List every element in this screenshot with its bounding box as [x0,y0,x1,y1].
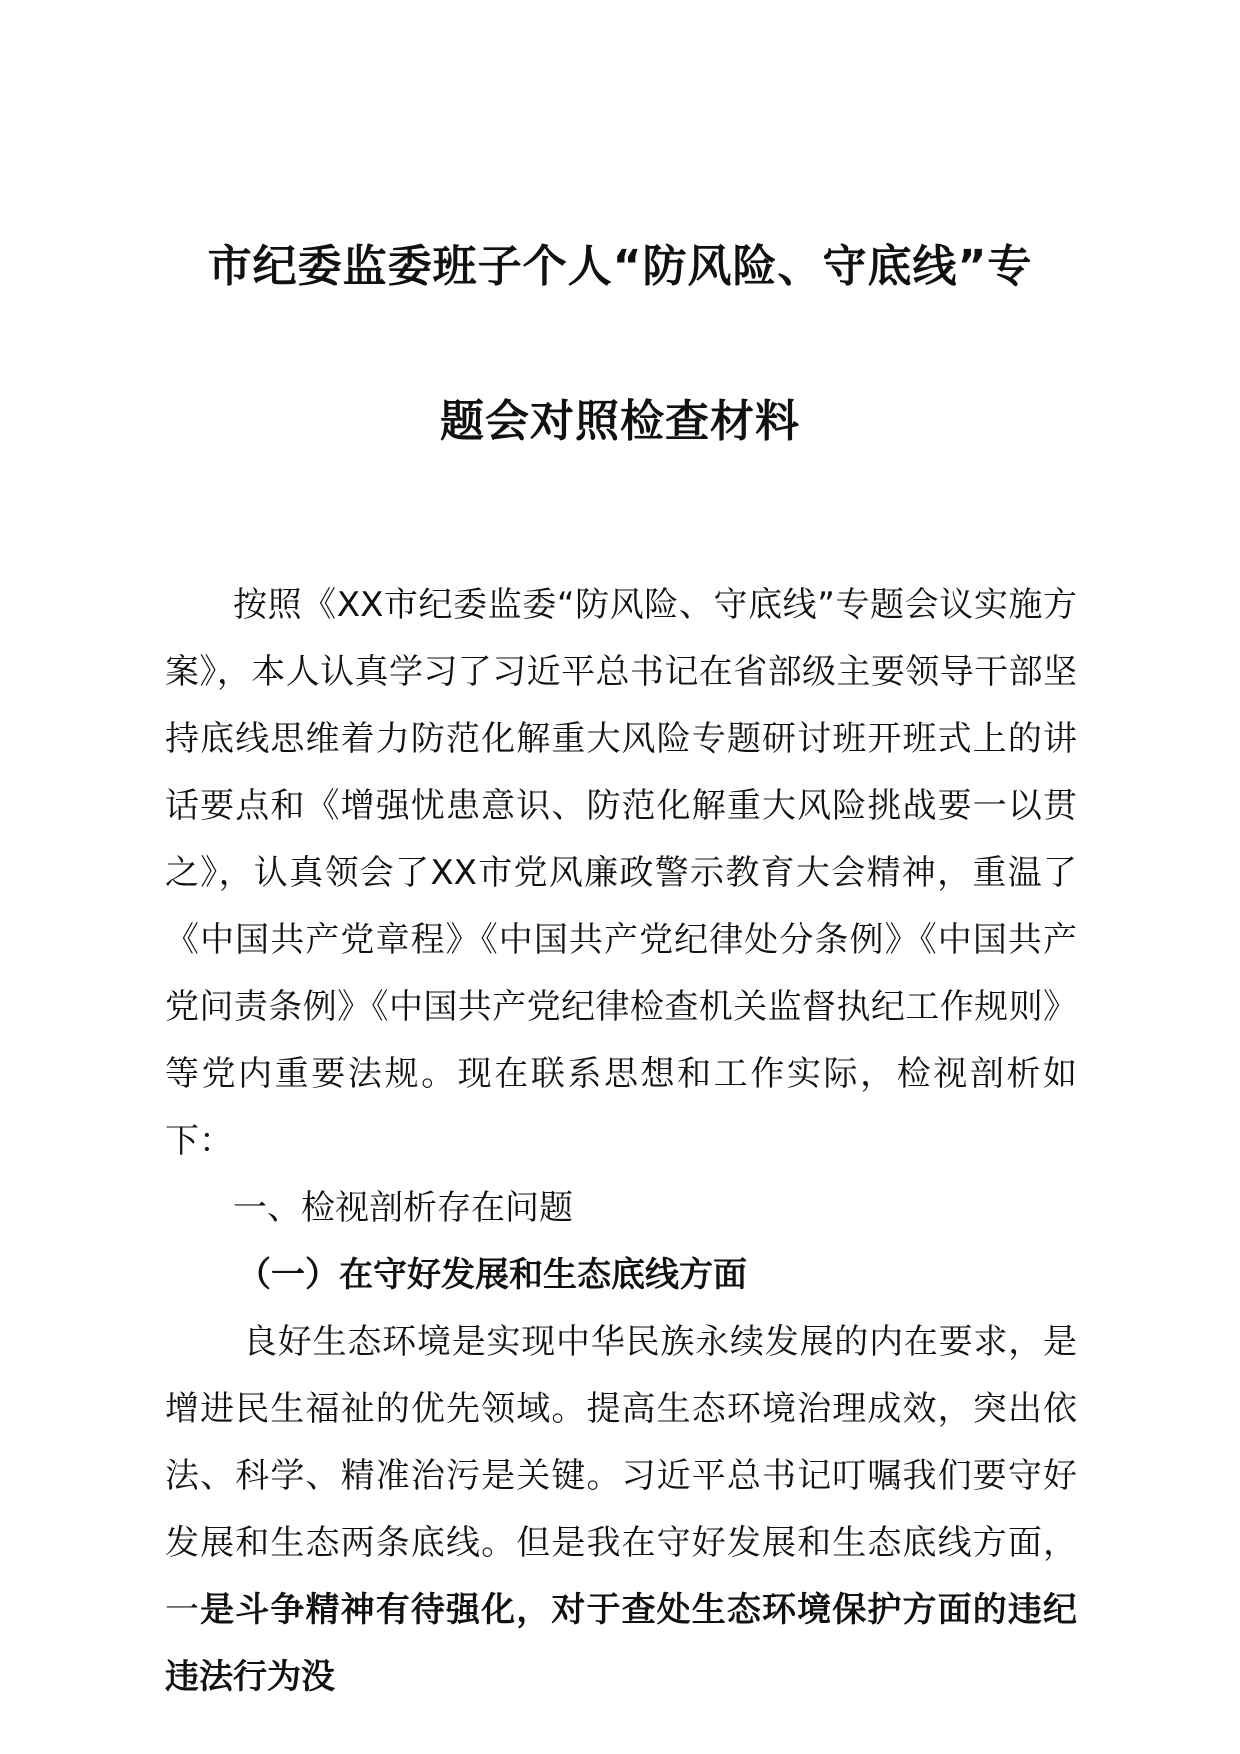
ecology-paragraph-bold-text: 是斗争精神有待强化，对于查处生态环境保护方面的违纪违法行为没 [165,1590,1078,1697]
document-title-line-1: 市纪委监委班子个人“防风险、守底线”专 [207,241,1033,292]
document-title-line-2: 题会对照检查材料 [440,396,800,447]
intro-paragraph: 按照《XX市纪委监委“防风险、守底线”专题会议实施方案》，本人认真学习了习近平总书记在省部级主要领导干部坚持底线思维着力防范化解重大风险专题研讨班开班式上的讲话要点和《增强忧患意识、防范化解重大风险挑战要一以贯之》，认真领会了XX市党风廉政警示教育大会精神，重温了《中国共产党章程》《中国共产党纪律处分条例》《中国共产党问责条例》《中国共产党纪律检查机关监督执纪工作规则》等党内重要法规。现在联系思想和工作实际，检视剖析如下： [165,585,1077,1161]
section-heading: 一、检视剖析存在问题 [233,1188,573,1228]
ecology-paragraph [165,1309,1077,1711]
subsection-heading: （一）在守好发展和生态底线方面 [237,1255,747,1295]
ecology-paragraph-text: 良好生态环境是实现中华民族永续发展的内在要求，是增进民生福祉的优先领域。提高生态环境治理成效，突出依法、科学、精准治污是关键。习近平总书记叮嘱我们要守好发展和生态两条底线。但是我在守好发展和生态底线方面，一 [165,1322,1077,1630]
document-body [165,572,1077,1711]
